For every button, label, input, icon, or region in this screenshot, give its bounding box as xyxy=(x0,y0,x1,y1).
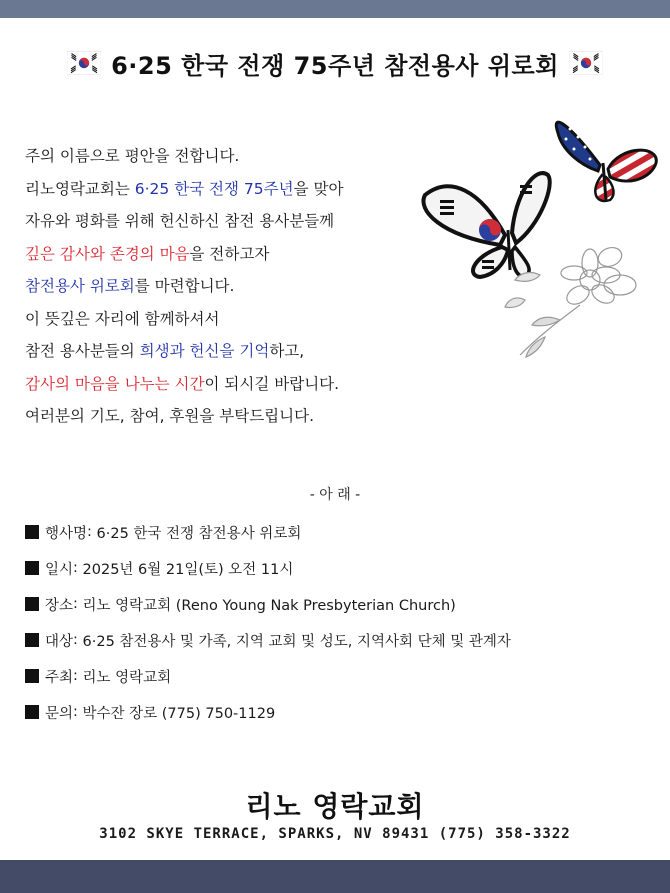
square-bullet-icon xyxy=(25,597,39,611)
highlight-blue: 6·25 한국 전쟁 75주년 xyxy=(134,179,294,198)
top-band xyxy=(0,0,670,18)
korean-flag-icon xyxy=(67,51,101,75)
message-line: 감사의 마음을 나누는 시간이 되시길 바랍니다. xyxy=(25,374,340,393)
highlight-red: 깊은 감사와 존경의 마음 xyxy=(25,244,190,263)
korean-butterfly-icon xyxy=(423,173,549,277)
detail-row-location: 장소 : 리노 영락교회 (Reno Young Nak Presbyterian Church) xyxy=(25,586,655,622)
message-line: 참전 용사분들의 희생과 헌신을 기억하고, xyxy=(25,342,305,360)
detail-row-contact: 문의 : 박수잔 장로 (775) 750-1129 xyxy=(25,694,655,730)
message-line: 참전용사 위로회를 마련합니다. xyxy=(25,277,235,295)
detail-row-event-name: 행사명 : 6·25 한국 전쟁 참전용사 위로회 xyxy=(25,514,655,550)
church-name: 리노 영락교회 xyxy=(245,790,425,823)
square-bullet-icon xyxy=(25,561,39,575)
detail-row-datetime: 일시 : 2025년 6월 21일(토) 오전 11시 xyxy=(25,550,655,586)
highlight-blue: 희생과 헌신을 기억 xyxy=(139,342,270,360)
detail-row-host: 주최 : 리노 영락교회 xyxy=(25,658,655,694)
square-bullet-icon xyxy=(25,705,39,719)
message-line: 자유와 평화를 위해 헌신하신 참전 용사분들께 xyxy=(25,212,335,230)
detail-row-audience: 대상 : 6·25 참전용사 및 가족, 지역 교회 및 성도, 지역사회 단체 및 관계자 xyxy=(25,622,655,658)
square-bullet-icon xyxy=(25,633,39,647)
korean-flag-icon xyxy=(569,51,603,75)
title-row xyxy=(0,38,670,88)
highlight-red: 감사의 마음을 나누는 시간 xyxy=(25,374,205,393)
message-line: 리노영락교회는 6·25 한국 전쟁 75주년을 맞아 xyxy=(25,179,344,198)
square-bullet-icon xyxy=(25,525,39,539)
message-line: 깊은 감사와 존경의 마음을 전하고자 xyxy=(25,244,270,263)
message-line: 주의 이름으로 평안을 전합니다. xyxy=(25,147,240,165)
us-butterfly-icon xyxy=(556,122,656,201)
message-line: 여러분의 기도, 참여, 후원을 부탁드립니다. xyxy=(25,407,315,425)
bottom-band xyxy=(0,860,670,893)
butterflies-illustration xyxy=(420,105,670,370)
notice-heading: - 아 래 - xyxy=(309,487,361,503)
message-line: 이 뜻깊은 자리에 함께하셔서 xyxy=(25,309,220,328)
event-details xyxy=(25,514,655,730)
church-address: 3102 SKYE TERRACE, SPARKS, NV 89431 (775) 358-3322 xyxy=(99,826,571,842)
square-bullet-icon xyxy=(25,669,39,683)
page-title: 6·25 한국 전쟁 75주년 참전용사 위로회 xyxy=(111,51,559,80)
highlight-blue: 참전용사 위로회 xyxy=(25,277,135,295)
message-body xyxy=(25,140,445,433)
